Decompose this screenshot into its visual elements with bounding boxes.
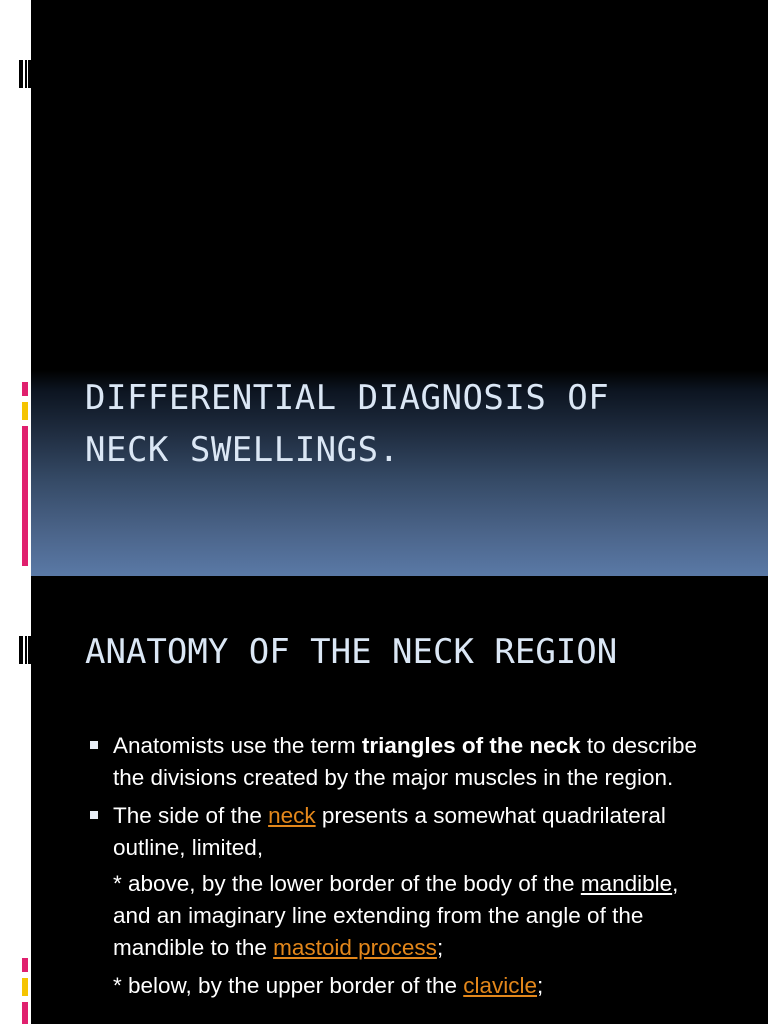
edge-mark-thin [25, 636, 27, 664]
edge-accent-pink-long [22, 1002, 28, 1024]
edge-accent-pink-long [22, 426, 28, 566]
sub-text: * below, by the upper border of the [113, 973, 464, 998]
edge-accent-yellow [22, 402, 28, 420]
bullet-text: presents a somewhat quadrilateral outline, limited, [113, 803, 666, 860]
clavicle-link[interactable]: clavicle [463, 973, 538, 998]
bullet-item [88, 730, 720, 794]
sub-item [113, 970, 720, 1002]
square-bullet-icon [90, 741, 98, 749]
sub-text: ; [436, 935, 444, 960]
bullet-text: Anatomists use the term [113, 733, 362, 758]
edge-accent-pink [22, 382, 28, 396]
edge-accent-yellow [22, 978, 28, 996]
edge-mark-thick [19, 636, 23, 664]
edge-mark-thin [25, 60, 27, 88]
bullet-text: to describe the divisions created by the major muscles in the region. [113, 733, 697, 790]
slide-title-line-2: NECK SWELLINGS. [85, 430, 400, 470]
sub-item [113, 868, 720, 964]
square-bullet-icon [90, 811, 98, 819]
slide-left-edge [0, 0, 31, 576]
sub-text: , and an imaginary line extending from the angle of the mandible to the [113, 871, 679, 960]
sub-text: ; [537, 973, 544, 998]
slide-title-line-1: DIFFERENTIAL DIAGNOSIS OF [85, 378, 610, 418]
neck-link[interactable]: neck [268, 803, 316, 828]
edge-accent-pink [22, 958, 28, 972]
slide-left-edge [0, 576, 31, 1024]
edge-mark-bar [28, 60, 31, 88]
mandible-term: mandible [580, 871, 673, 896]
sub-text: * above, by the lower border of the body of the [113, 871, 581, 896]
mastoid-process-link[interactable]: mastoid process [273, 935, 437, 960]
anatomy-slide [0, 576, 768, 1024]
edge-mark-bar [28, 636, 31, 664]
bold-term: triangles of the neck [361, 733, 581, 758]
bullet-text: The side of the [113, 803, 269, 828]
slide-title [85, 372, 745, 476]
bullet-item [88, 800, 720, 1002]
edge-mark-thick [19, 60, 23, 88]
slide-body [88, 730, 720, 1008]
slide-title: ANATOMY OF THE NECK REGION [85, 632, 618, 672]
